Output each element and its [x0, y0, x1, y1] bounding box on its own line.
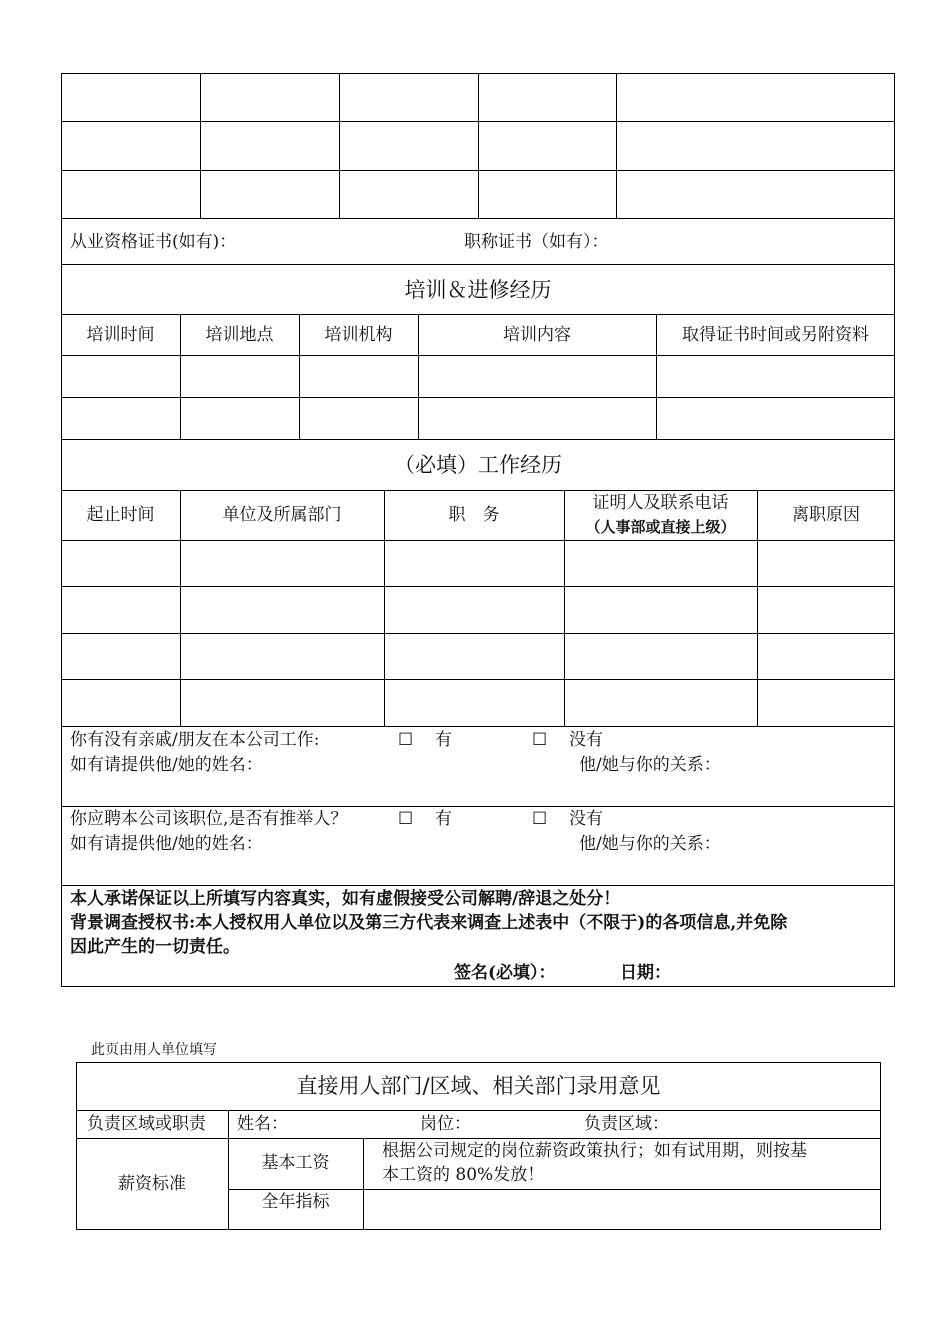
title-cert-label: 职称证书（如有）： [464, 232, 609, 252]
work-header-witness-note: （人事部或直接上级） [585, 518, 736, 536]
training-header-institution: 培训机构 [324, 325, 393, 345]
referral-yes-checkbox[interactable]: ☐ [398, 809, 414, 829]
base-salary-policy-line-2: 本工资的 80%发放！ [382, 1165, 545, 1185]
row-divider [61, 806, 895, 807]
work-header-reason: 离职原因 [792, 505, 860, 525]
row-divider [61, 314, 895, 315]
qualification-cert-label: 从业资格证书(如有)： [70, 232, 237, 252]
relatives-no-checkbox[interactable]: ☐ [532, 730, 548, 750]
row-divider [61, 355, 895, 356]
col-divider [656, 314, 657, 439]
date-label: 日期： [620, 963, 671, 983]
col-divider [299, 314, 300, 439]
training-header-place: 培训地点 [205, 325, 274, 345]
row-divider [76, 1138, 881, 1139]
declaration-line-2: 背景调查授权书:本人授权用人单位以及第三方代表来调查上述表中（不限于)的各项信息,并免除 [70, 913, 788, 933]
employer-position-label: 岗位： [420, 1114, 471, 1134]
row-divider [61, 633, 895, 634]
referral-no-checkbox[interactable]: ☐ [532, 809, 548, 829]
salary-standard-label: 薪资标准 [118, 1174, 186, 1194]
declaration-line-1: 本人承诺保证以上所填写内容真实，如有虚假接受公司解聘/辞退之处分！ [70, 889, 621, 909]
col-divider [478, 73, 479, 218]
area-duty-label: 负责区域或职责 [87, 1114, 206, 1134]
col-divider [200, 73, 201, 218]
relatives-yes-checkbox[interactable]: ☐ [398, 730, 414, 750]
col-divider [180, 314, 181, 439]
relatives-relation-label: 他/她与你的关系： [579, 755, 721, 775]
annual-target-label: 全年指标 [261, 1192, 330, 1212]
col-divider [616, 73, 617, 218]
col-divider [384, 490, 385, 726]
base-salary-policy-line-1: 根据公司规定的岗位薪资政策执行；如有试用期，则按基 [382, 1141, 807, 1161]
relatives-no-label: 没有 [569, 730, 603, 750]
row-divider [61, 885, 895, 886]
col-divider [339, 73, 340, 218]
row-divider [61, 540, 895, 541]
referral-no-label: 没有 [569, 809, 603, 829]
referral-yes-label: 有 [435, 809, 452, 829]
work-heading: （必填）工作经历 [394, 453, 562, 477]
col-divider [418, 314, 419, 439]
col-divider [757, 490, 758, 726]
training-header-content: 培训内容 [503, 325, 571, 345]
row-divider [61, 397, 895, 398]
relatives-question: 你有没有亲戚/朋友在本公司工作: [70, 730, 320, 750]
row-divider [61, 439, 895, 440]
col-divider [564, 490, 565, 726]
employer-heading: 直接用人部门/区域、相关部门录用意见 [296, 1074, 661, 1098]
row-divider [61, 679, 895, 680]
work-header-position: 职 务 [448, 505, 500, 525]
employer-note: 此页由用人单位填写 [91, 1042, 217, 1058]
row-divider [61, 264, 895, 265]
declaration-line-3: 因此产生的一切责任。 [70, 937, 240, 957]
referral-question: 你应聘本公司该职位,是否有推举人？ [70, 809, 348, 829]
row-divider [228, 1189, 881, 1190]
referral-name-label: 如有请提供他/她的姓名： [70, 834, 263, 854]
employer-region-label: 负责区域： [584, 1114, 669, 1134]
work-header-witness: 证明人及联系电话 [592, 493, 729, 513]
row-divider [61, 586, 895, 587]
referral-relation-label: 他/她与你的关系： [579, 834, 721, 854]
work-header-company: 单位及所属部门 [222, 505, 342, 525]
row-divider [61, 726, 895, 727]
row-divider [61, 490, 895, 491]
col-divider [180, 490, 181, 726]
relatives-name-label: 如有请提供他/她的姓名： [70, 755, 263, 775]
employer-name-label: 姓名： [237, 1114, 288, 1134]
signature-label: 签名(必填）： [454, 963, 556, 983]
row-divider [76, 1110, 881, 1111]
training-header-time: 培训时间 [86, 325, 155, 345]
row-divider [61, 218, 895, 219]
training-header-certificate: 取得证书时间或另附资料 [682, 325, 869, 345]
base-salary-label: 基本工资 [261, 1153, 330, 1173]
relatives-yes-label: 有 [435, 730, 452, 750]
col-divider [363, 1138, 364, 1230]
training-heading: 培训＆进修经历 [404, 278, 552, 302]
work-header-period: 起止时间 [86, 505, 155, 525]
